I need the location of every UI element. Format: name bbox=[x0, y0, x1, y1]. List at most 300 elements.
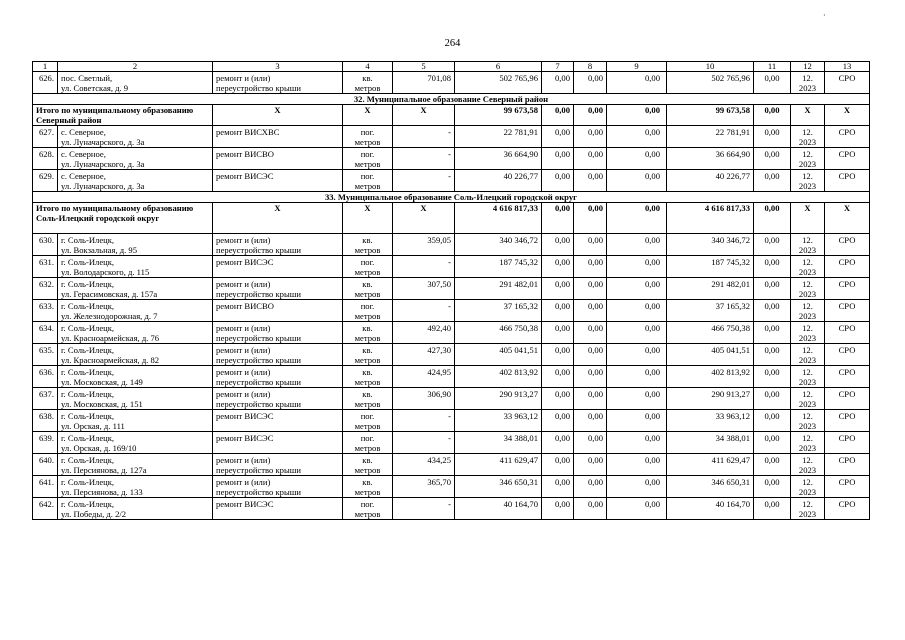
work-type-cell bbox=[213, 126, 343, 148]
municipality-total-row bbox=[33, 105, 870, 126]
quantity-cell: 365,70 bbox=[393, 476, 455, 498]
work-type-cell-line: переустройство крыши bbox=[216, 83, 301, 93]
deadline-cell-line: 12. bbox=[802, 301, 813, 311]
work-type-cell-line: ремонт ВИСЭС bbox=[216, 171, 274, 181]
unit-cell-line: метров bbox=[354, 159, 381, 169]
unit-cell-line: пог. bbox=[360, 149, 375, 159]
address-cell bbox=[58, 300, 213, 322]
owner-funds-cell: 36 664,90 bbox=[667, 148, 754, 170]
fund-cell: 0,00 bbox=[754, 256, 791, 278]
quantity-cell: 307,50 bbox=[393, 278, 455, 300]
deadline-cell-line: 2023 bbox=[798, 311, 817, 321]
work-type-cell bbox=[213, 256, 343, 278]
unit-cell-line: метров bbox=[354, 509, 381, 519]
address-cell-line: г. Соль-Илецк, bbox=[61, 257, 115, 267]
total-cost-cell: 33 963,12 bbox=[455, 410, 542, 432]
unit-cell-line: метров bbox=[354, 289, 381, 299]
row-number-cell: 630. bbox=[33, 234, 58, 256]
quantity-cell: - bbox=[393, 126, 455, 148]
work-type-cell: X bbox=[213, 105, 343, 126]
quantity-cell: 701,08 bbox=[393, 72, 455, 94]
total-cost-cell: 34 388,01 bbox=[455, 432, 542, 454]
row-number-cell: 639. bbox=[33, 432, 58, 454]
fund-cell: 0,00 bbox=[542, 344, 574, 366]
deadline-cell-line: 12. bbox=[802, 499, 813, 509]
address-cell bbox=[58, 234, 213, 256]
address-cell-line: ул. Персиянова, д. 127а bbox=[61, 465, 147, 475]
owner-funds-cell: 340 346,72 bbox=[667, 234, 754, 256]
unit-cell-line: пог. bbox=[360, 433, 375, 443]
unit-cell-line: пог. bbox=[360, 257, 375, 267]
header-cell: 1 bbox=[33, 62, 58, 72]
address-cell-line: ул. Орская, д. 169/10 bbox=[61, 443, 137, 453]
total-cost-cell: 36 664,90 bbox=[455, 148, 542, 170]
owner-funds-cell: 402 813,92 bbox=[667, 366, 754, 388]
quantity-cell: - bbox=[393, 256, 455, 278]
unit-cell bbox=[343, 300, 393, 322]
fund-cell: 0,00 bbox=[542, 148, 574, 170]
deadline-cell bbox=[791, 366, 825, 388]
work-type-cell-line: ремонт ВИСЭС bbox=[216, 257, 274, 267]
header-cell: 9 bbox=[607, 62, 667, 72]
deadline-cell bbox=[791, 322, 825, 344]
deadline-cell-line: 2023 bbox=[798, 159, 817, 169]
page-number: 264 bbox=[444, 38, 461, 49]
source-cell: СРО bbox=[825, 344, 870, 366]
deadline-cell bbox=[791, 148, 825, 170]
fund-cell: 0,00 bbox=[574, 476, 607, 498]
total-cost-cell: 22 781,91 bbox=[455, 126, 542, 148]
address-cell bbox=[58, 148, 213, 170]
quantity-cell: 306,90 bbox=[393, 388, 455, 410]
fund-cell: 0,00 bbox=[754, 432, 791, 454]
fund-cell: 0,00 bbox=[754, 126, 791, 148]
address-cell-line: ул. Персиянова, д. 133 bbox=[61, 487, 143, 497]
fund-cell: 0,00 bbox=[542, 476, 574, 498]
work-type-cell bbox=[213, 234, 343, 256]
header-cell: 7 bbox=[542, 62, 574, 72]
owner-funds-cell: 405 041,51 bbox=[667, 344, 754, 366]
source-cell: СРО bbox=[825, 498, 870, 520]
fund-cell: 0,00 bbox=[574, 126, 607, 148]
work-type-cell bbox=[213, 322, 343, 344]
owner-funds-cell: 291 482,01 bbox=[667, 278, 754, 300]
deadline-cell-line: 12. bbox=[802, 73, 813, 83]
address-cell-line: г. Соль-Илецк, bbox=[61, 235, 115, 245]
source-cell: СРО bbox=[825, 476, 870, 498]
quantity-cell: 427,30 bbox=[393, 344, 455, 366]
total-label: Итого по муниципальному образованию Соль-Илецкий городской округ bbox=[33, 203, 213, 234]
work-type-cell-line: переустройство крыши bbox=[216, 355, 301, 365]
deadline-cell-line: 2023 bbox=[798, 377, 817, 387]
row-number-cell: 633. bbox=[33, 300, 58, 322]
source-cell: СРО bbox=[825, 278, 870, 300]
fund-cell: 0,00 bbox=[542, 432, 574, 454]
unit-cell bbox=[343, 322, 393, 344]
fund-cell: 0,00 bbox=[574, 148, 607, 170]
deadline-cell-line: 2023 bbox=[798, 443, 817, 453]
fund-cell: 0,00 bbox=[607, 105, 667, 126]
fund-cell: 0,00 bbox=[607, 322, 667, 344]
deadline-cell bbox=[791, 278, 825, 300]
table-row bbox=[33, 234, 870, 256]
fund-cell: 0,00 bbox=[607, 278, 667, 300]
deadline-cell-line: 12. bbox=[802, 367, 813, 377]
deadline-cell-line: 12. bbox=[802, 127, 813, 137]
unit-cell bbox=[343, 278, 393, 300]
address-cell bbox=[58, 256, 213, 278]
total-cost-cell: 40 164,70 bbox=[455, 498, 542, 520]
address-cell-line: г. Соль-Илецк, bbox=[61, 367, 115, 377]
header-cell: 2 bbox=[58, 62, 213, 72]
fund-cell: 0,00 bbox=[574, 322, 607, 344]
fund-cell: 0,00 bbox=[754, 300, 791, 322]
fund-cell: 0,00 bbox=[542, 234, 574, 256]
address-cell-line: г. Соль-Илецк, bbox=[61, 499, 115, 509]
deadline-cell-line: 2023 bbox=[798, 267, 817, 277]
address-cell-line: г. Соль-Илецк, bbox=[61, 433, 115, 443]
fund-cell: 0,00 bbox=[607, 344, 667, 366]
deadline-cell-line: 2023 bbox=[798, 487, 817, 497]
row-number-cell: 632. bbox=[33, 278, 58, 300]
capital-repair-table bbox=[32, 61, 870, 520]
work-type-cell-line: ремонт и (или) bbox=[216, 367, 271, 377]
address-cell bbox=[58, 344, 213, 366]
table-row bbox=[33, 410, 870, 432]
quantity-cell: X bbox=[393, 105, 455, 126]
source-cell: СРО bbox=[825, 432, 870, 454]
row-number-cell: 628. bbox=[33, 148, 58, 170]
row-number-cell: 635. bbox=[33, 344, 58, 366]
fund-cell: 0,00 bbox=[754, 148, 791, 170]
deadline-cell bbox=[791, 234, 825, 256]
quantity-cell: 492,40 bbox=[393, 322, 455, 344]
fund-cell: 0,00 bbox=[607, 256, 667, 278]
work-type-cell-line: переустройство крыши bbox=[216, 333, 301, 343]
unit-cell-line: метров bbox=[354, 137, 381, 147]
unit-cell-line: пог. bbox=[360, 499, 375, 509]
address-cell bbox=[58, 170, 213, 192]
work-type-cell-line: ремонт ВИСВО bbox=[216, 301, 274, 311]
unit-cell bbox=[343, 454, 393, 476]
fund-cell: 0,00 bbox=[754, 344, 791, 366]
table-row bbox=[33, 278, 870, 300]
deadline-cell-line: 2023 bbox=[798, 333, 817, 343]
address-cell bbox=[58, 322, 213, 344]
owner-funds-cell: 411 629,47 bbox=[667, 454, 754, 476]
work-type-cell-line: переустройство крыши bbox=[216, 465, 301, 475]
deadline-cell-line: 12. bbox=[802, 235, 813, 245]
unit-cell-line: метров bbox=[354, 181, 381, 191]
work-type-cell-line: ремонт ВИСЭС bbox=[216, 499, 274, 509]
deadline-cell-line: 2023 bbox=[798, 421, 817, 431]
fund-cell: 0,00 bbox=[607, 72, 667, 94]
fund-cell: 0,00 bbox=[754, 170, 791, 192]
work-type-cell-line: переустройство крыши bbox=[216, 487, 301, 497]
work-type-cell: X bbox=[213, 203, 343, 234]
address-cell-line: ул. Московская, д. 149 bbox=[61, 377, 143, 387]
quantity-cell: 424,95 bbox=[393, 366, 455, 388]
address-cell-line: г. Соль-Илецк, bbox=[61, 323, 115, 333]
corner-mark: · bbox=[823, 11, 826, 20]
address-cell-line: с. Северное, bbox=[61, 127, 106, 137]
total-cost-cell: 4 616 817,33 bbox=[455, 203, 542, 234]
section-header-row bbox=[33, 192, 870, 203]
unit-cell bbox=[343, 126, 393, 148]
source-cell: СРО bbox=[825, 126, 870, 148]
work-type-cell-line: ремонт и (или) bbox=[216, 389, 271, 399]
fund-cell: 0,00 bbox=[607, 234, 667, 256]
header-cell: 8 bbox=[574, 62, 607, 72]
row-number-cell: 627. bbox=[33, 126, 58, 148]
deadline-cell-line: 2023 bbox=[798, 509, 817, 519]
row-number-cell: 641. bbox=[33, 476, 58, 498]
header-cell: 13 bbox=[825, 62, 870, 72]
deadline-cell bbox=[791, 126, 825, 148]
work-type-cell bbox=[213, 148, 343, 170]
deadline-cell-line: 12. bbox=[802, 433, 813, 443]
total-cost-cell: 340 346,72 bbox=[455, 234, 542, 256]
source-cell: СРО bbox=[825, 388, 870, 410]
fund-cell: 0,00 bbox=[754, 72, 791, 94]
work-type-cell-line: ремонт и (или) bbox=[216, 477, 271, 487]
source-cell: СРО bbox=[825, 170, 870, 192]
unit-cell-line: пог. bbox=[360, 411, 375, 421]
unit-cell-line: метров bbox=[354, 421, 381, 431]
owner-funds-cell: 40 164,70 bbox=[667, 498, 754, 520]
unit-cell bbox=[343, 476, 393, 498]
fund-cell: 0,00 bbox=[574, 278, 607, 300]
deadline-cell bbox=[791, 170, 825, 192]
address-cell bbox=[58, 72, 213, 94]
deadline-cell bbox=[791, 432, 825, 454]
fund-cell: 0,00 bbox=[574, 410, 607, 432]
total-cost-cell: 187 745,32 bbox=[455, 256, 542, 278]
owner-funds-cell: 22 781,91 bbox=[667, 126, 754, 148]
unit-cell: X bbox=[343, 203, 393, 234]
work-type-cell-line: ремонт и (или) bbox=[216, 73, 271, 83]
address-cell-line: ул. Луначарского, д. 3а bbox=[61, 137, 145, 147]
header-row bbox=[33, 62, 870, 72]
address-cell bbox=[58, 410, 213, 432]
section-title: 32. Муниципальное образование Северный район bbox=[33, 94, 870, 105]
deadline-cell-line: 12. bbox=[802, 257, 813, 267]
row-number-cell: 638. bbox=[33, 410, 58, 432]
address-cell-line: г. Соль-Илецк, bbox=[61, 279, 115, 289]
row-number-cell: 640. bbox=[33, 454, 58, 476]
owner-funds-cell: 466 750,38 bbox=[667, 322, 754, 344]
fund-cell: 0,00 bbox=[607, 203, 667, 234]
deadline-cell-line: 2023 bbox=[798, 83, 817, 93]
fund-cell: 0,00 bbox=[754, 476, 791, 498]
source-cell: СРО bbox=[825, 148, 870, 170]
unit-cell-line: пог. bbox=[360, 301, 375, 311]
deadline-cell-line: 2023 bbox=[798, 137, 817, 147]
quantity-cell: X bbox=[393, 203, 455, 234]
deadline-cell-line: 2023 bbox=[798, 355, 817, 365]
total-cost-cell: 37 165,32 bbox=[455, 300, 542, 322]
fund-cell: 0,00 bbox=[607, 454, 667, 476]
total-cost-cell: 405 041,51 bbox=[455, 344, 542, 366]
table-row bbox=[33, 322, 870, 344]
address-cell-line: ул. Железнодорожная, д. 7 bbox=[61, 311, 158, 321]
address-cell-line: г. Соль-Илецк, bbox=[61, 477, 115, 487]
unit-cell-line: метров bbox=[354, 333, 381, 343]
source-cell: СРО bbox=[825, 366, 870, 388]
unit-cell-line: метров bbox=[354, 355, 381, 365]
work-type-cell-line: ремонт и (или) bbox=[216, 235, 271, 245]
fund-cell: 0,00 bbox=[542, 256, 574, 278]
deadline-cell bbox=[791, 498, 825, 520]
source-cell: СРО bbox=[825, 454, 870, 476]
unit-cell-line: метров bbox=[354, 245, 381, 255]
deadline-cell-line: 12. bbox=[802, 323, 813, 333]
fund-cell: 0,00 bbox=[574, 203, 607, 234]
fund-cell: 0,00 bbox=[574, 388, 607, 410]
fund-cell: 0,00 bbox=[607, 498, 667, 520]
total-cost-cell: 502 765,96 bbox=[455, 72, 542, 94]
fund-cell: 0,00 bbox=[542, 322, 574, 344]
work-type-cell bbox=[213, 344, 343, 366]
unit-cell-line: метров bbox=[354, 443, 381, 453]
deadline-cell-line: 2023 bbox=[798, 245, 817, 255]
deadline-cell bbox=[791, 410, 825, 432]
fund-cell: 0,00 bbox=[754, 203, 791, 234]
unit-cell-line: метров bbox=[354, 311, 381, 321]
total-cost-cell: 346 650,31 bbox=[455, 476, 542, 498]
unit-cell-line: метров bbox=[354, 465, 381, 475]
header-cell: 5 bbox=[393, 62, 455, 72]
work-type-cell-line: ремонт ВИСХВС bbox=[216, 127, 280, 137]
row-number-cell: 626. bbox=[33, 72, 58, 94]
fund-cell: 0,00 bbox=[542, 366, 574, 388]
work-type-cell bbox=[213, 432, 343, 454]
unit-cell: X bbox=[343, 105, 393, 126]
owner-funds-cell: 4 616 817,33 bbox=[667, 203, 754, 234]
address-cell-line: ул. Орская, д. 111 bbox=[61, 421, 125, 431]
address-cell-line: ул. Красноармейская, д. 76 bbox=[61, 333, 160, 343]
deadline-cell bbox=[791, 454, 825, 476]
unit-cell-line: метров bbox=[354, 83, 381, 93]
work-type-cell bbox=[213, 170, 343, 192]
fund-cell: 0,00 bbox=[574, 170, 607, 192]
source-cell: X bbox=[825, 105, 870, 126]
unit-cell-line: кв. bbox=[362, 323, 373, 333]
address-cell-line: с. Северное, bbox=[61, 171, 106, 181]
work-type-cell bbox=[213, 278, 343, 300]
deadline-cell bbox=[791, 300, 825, 322]
unit-cell-line: метров bbox=[354, 399, 381, 409]
fund-cell: 0,00 bbox=[542, 105, 574, 126]
fund-cell: 0,00 bbox=[754, 234, 791, 256]
deadline-cell-line: 2023 bbox=[798, 181, 817, 191]
address-cell-line: с. Северное, bbox=[61, 149, 106, 159]
work-type-cell bbox=[213, 498, 343, 520]
owner-funds-cell: 99 673,58 bbox=[667, 105, 754, 126]
source-cell: СРО bbox=[825, 256, 870, 278]
fund-cell: 0,00 bbox=[754, 322, 791, 344]
source-cell: СРО bbox=[825, 300, 870, 322]
deadline-cell-line: 12. bbox=[802, 411, 813, 421]
row-number-cell: 637. bbox=[33, 388, 58, 410]
address-cell bbox=[58, 366, 213, 388]
deadline-cell-line: 12. bbox=[802, 345, 813, 355]
fund-cell: 0,00 bbox=[542, 388, 574, 410]
table-row bbox=[33, 344, 870, 366]
source-cell: СРО bbox=[825, 322, 870, 344]
work-type-cell-line: ремонт и (или) bbox=[216, 455, 271, 465]
address-cell bbox=[58, 432, 213, 454]
section-header-row bbox=[33, 94, 870, 105]
fund-cell: 0,00 bbox=[574, 454, 607, 476]
work-type-cell bbox=[213, 300, 343, 322]
deadline-cell-line: 12. bbox=[802, 279, 813, 289]
source-cell: СРО bbox=[825, 72, 870, 94]
address-cell-line: ул. Володарского, д. 115 bbox=[61, 267, 150, 277]
fund-cell: 0,00 bbox=[754, 388, 791, 410]
fund-cell: 0,00 bbox=[754, 105, 791, 126]
work-type-cell-line: переустройство крыши bbox=[216, 377, 301, 387]
deadline-cell-line: 2023 bbox=[798, 465, 817, 475]
table-row bbox=[33, 126, 870, 148]
quantity-cell: - bbox=[393, 170, 455, 192]
owner-funds-cell: 40 226,77 bbox=[667, 170, 754, 192]
fund-cell: 0,00 bbox=[542, 278, 574, 300]
unit-cell-line: метров bbox=[354, 487, 381, 497]
address-cell-line: пос. Светлый, bbox=[61, 73, 113, 83]
owner-funds-cell: 346 650,31 bbox=[667, 476, 754, 498]
table-row bbox=[33, 498, 870, 520]
unit-cell bbox=[343, 256, 393, 278]
fund-cell: 0,00 bbox=[542, 203, 574, 234]
quantity-cell: - bbox=[393, 300, 455, 322]
fund-cell: 0,00 bbox=[542, 72, 574, 94]
source-cell: СРО bbox=[825, 234, 870, 256]
deadline-cell-line: 2023 bbox=[798, 289, 817, 299]
quantity-cell: 434,25 bbox=[393, 454, 455, 476]
row-number-cell: 634. bbox=[33, 322, 58, 344]
total-cost-cell: 99 673,58 bbox=[455, 105, 542, 126]
work-type-cell bbox=[213, 410, 343, 432]
fund-cell: 0,00 bbox=[574, 72, 607, 94]
total-cost-cell: 291 482,01 bbox=[455, 278, 542, 300]
fund-cell: 0,00 bbox=[574, 498, 607, 520]
total-cost-cell: 290 913,27 bbox=[455, 388, 542, 410]
work-type-cell bbox=[213, 366, 343, 388]
address-cell-line: г. Соль-Илецк, bbox=[61, 389, 115, 399]
total-label: Итого по муниципальному образованию Северный район bbox=[33, 105, 213, 126]
fund-cell: 0,00 bbox=[542, 454, 574, 476]
fund-cell: 0,00 bbox=[574, 432, 607, 454]
unit-cell-line: метров bbox=[354, 377, 381, 387]
fund-cell: 0,00 bbox=[542, 410, 574, 432]
fund-cell: 0,00 bbox=[607, 432, 667, 454]
address-cell-line: ул. Советская, д. 9 bbox=[61, 83, 129, 93]
municipality-total-row bbox=[33, 203, 870, 234]
table-row bbox=[33, 72, 870, 94]
unit-cell-line: кв. bbox=[362, 455, 373, 465]
fund-cell: 0,00 bbox=[607, 388, 667, 410]
deadline-cell-line: 12. bbox=[802, 455, 813, 465]
unit-cell-line: кв. bbox=[362, 345, 373, 355]
quantity-cell: - bbox=[393, 410, 455, 432]
deadline-cell-line: 12. bbox=[802, 171, 813, 181]
deadline-cell-line: 12. bbox=[802, 477, 813, 487]
quantity-cell: - bbox=[393, 148, 455, 170]
table-row bbox=[33, 148, 870, 170]
owner-funds-cell: 187 745,32 bbox=[667, 256, 754, 278]
fund-cell: 0,00 bbox=[542, 126, 574, 148]
